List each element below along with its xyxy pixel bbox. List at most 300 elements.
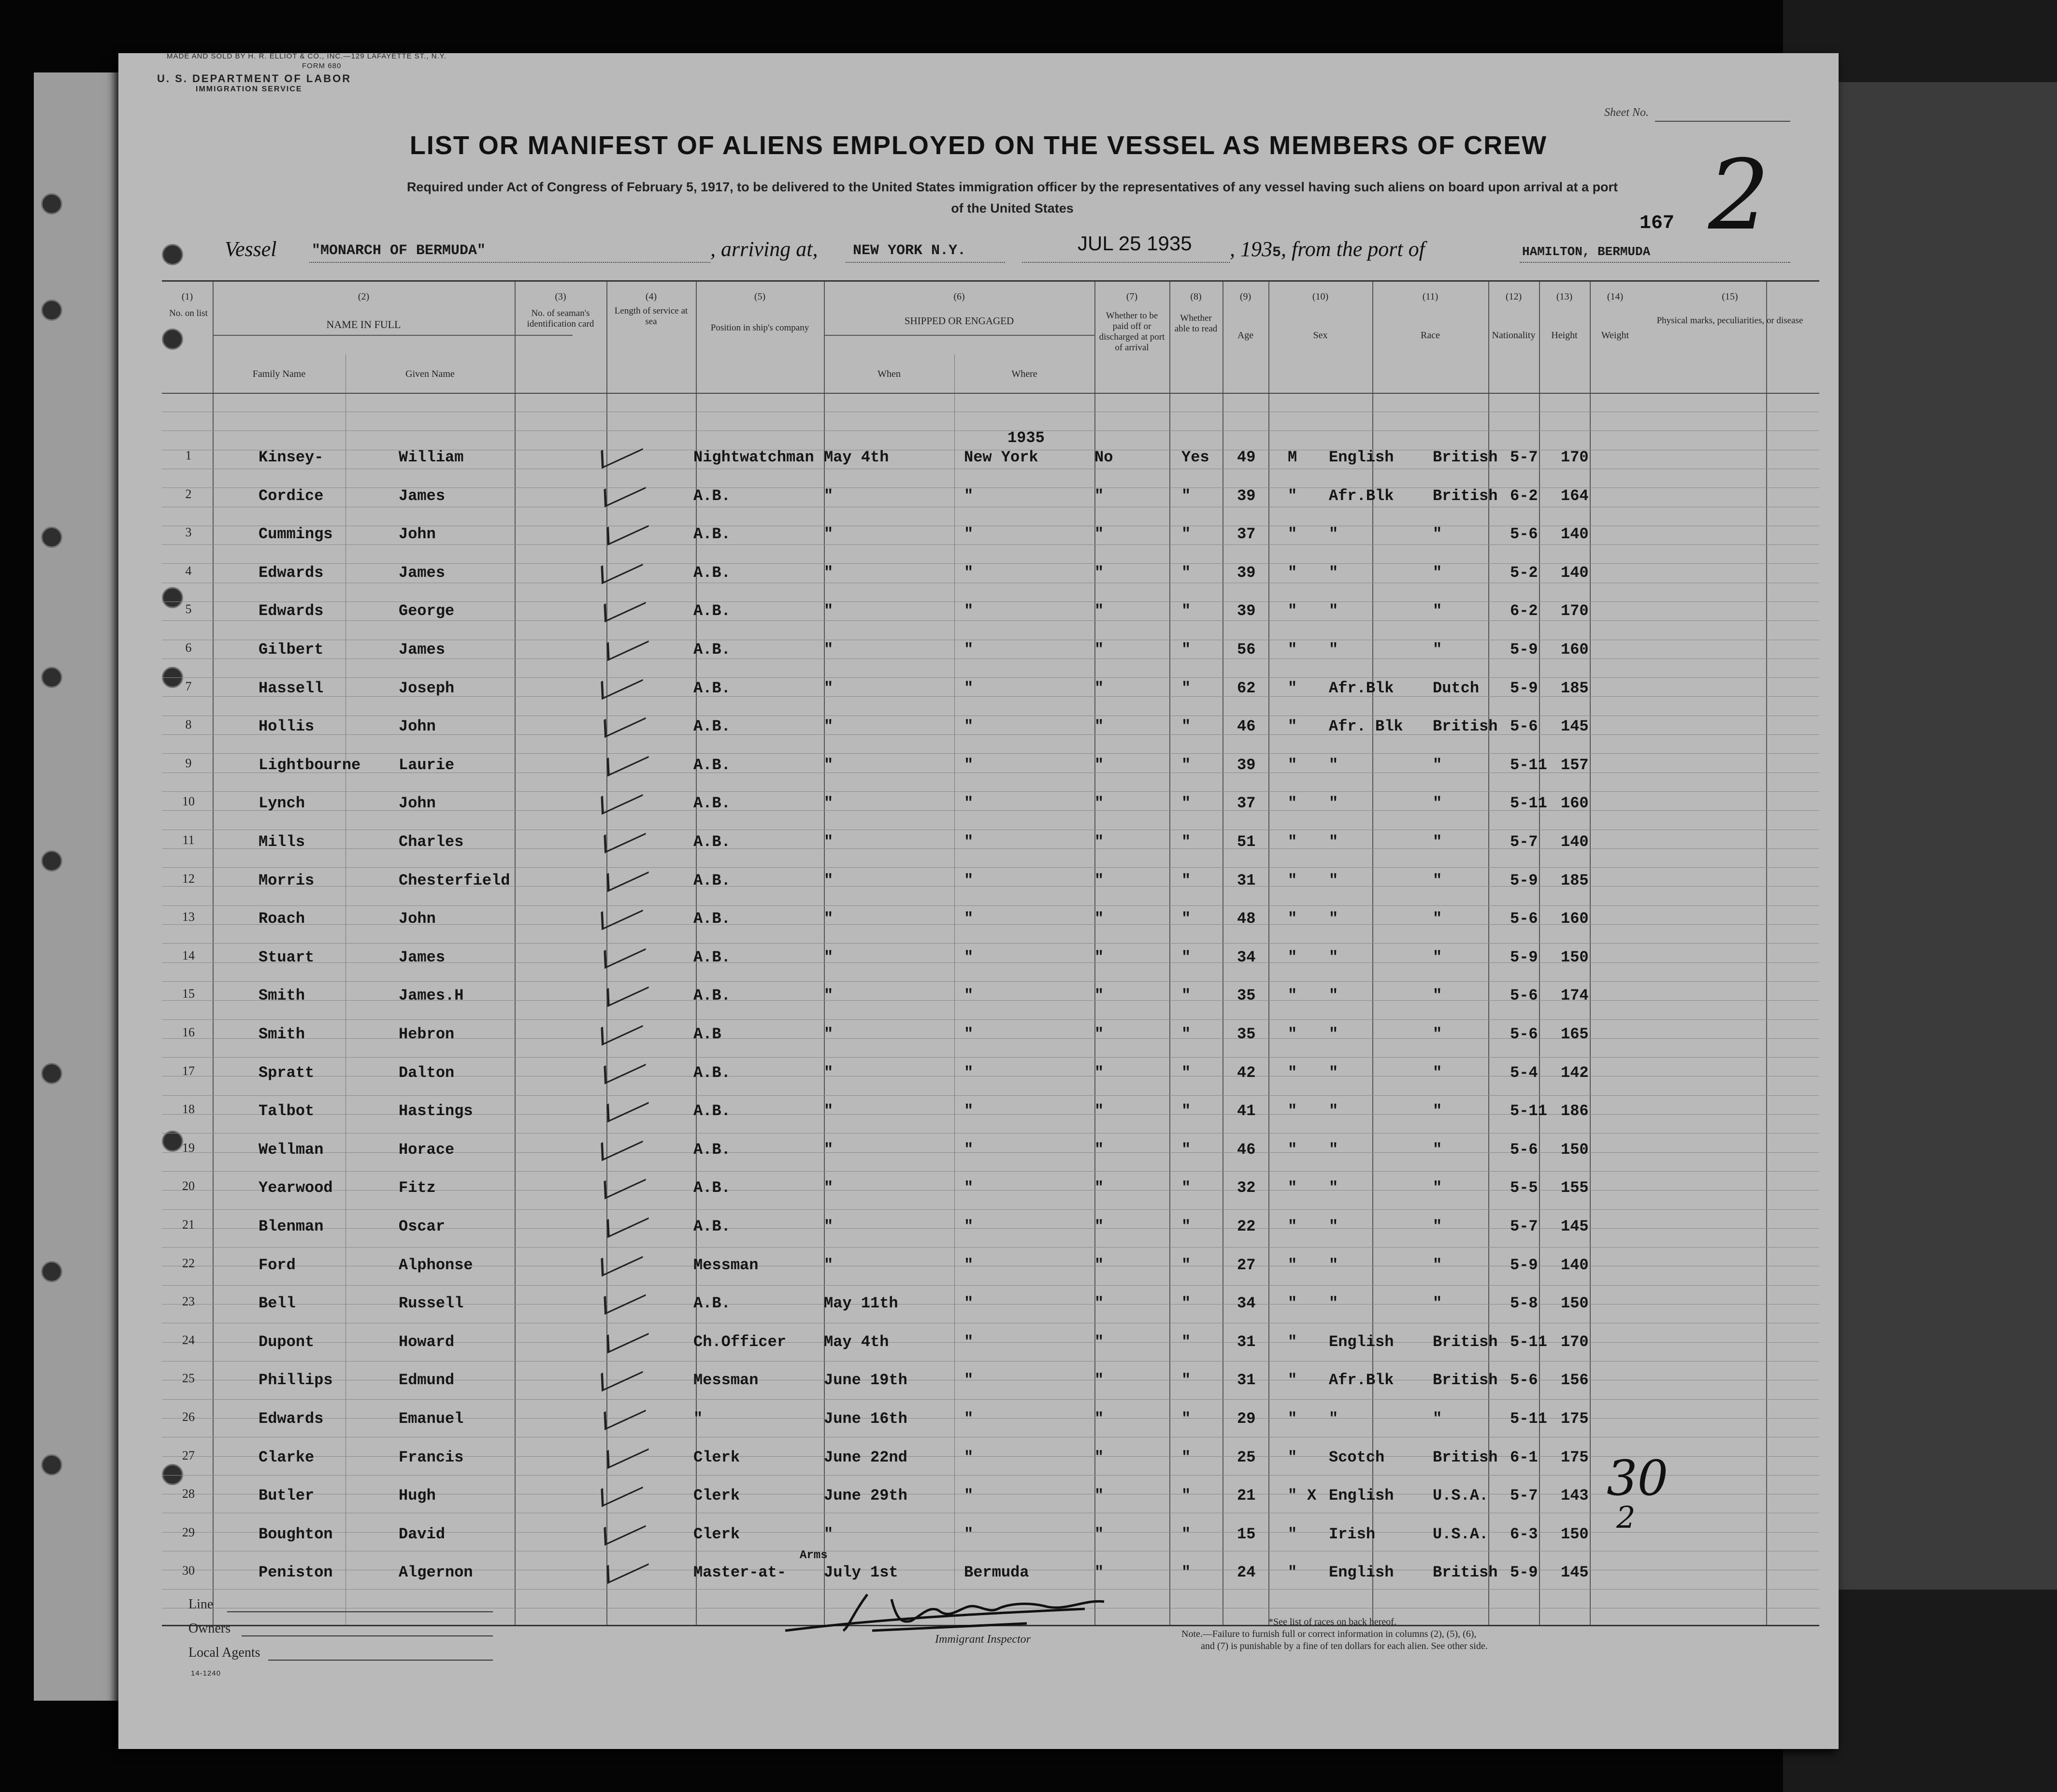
row-divider <box>162 620 1819 621</box>
shipped-subheader-line <box>824 335 1094 336</box>
cell-pos: Ch.Officer <box>693 1333 787 1351</box>
cell-pos: A.B. <box>693 833 731 851</box>
cell-age: 34 <box>1237 948 1256 966</box>
row-divider <box>162 867 1819 868</box>
cell-nat: " <box>1433 525 1442 544</box>
cell-age: 25 <box>1237 1448 1256 1466</box>
cell-race: Afr.Blk <box>1329 679 1394 697</box>
cell-pos: A.B. <box>693 987 731 1005</box>
cell-given: Howard <box>399 1333 455 1351</box>
cell-weight: 150 <box>1561 1525 1589 1543</box>
cell-paid: " <box>1094 1448 1104 1466</box>
cell-sex: " <box>1288 1525 1297 1543</box>
cell-paid: " <box>1094 1140 1104 1159</box>
service-name: IMMIGRATION SERVICE <box>196 85 302 93</box>
cell-read: " <box>1181 1025 1191 1043</box>
cell-when: " <box>824 679 834 697</box>
row-number: 10 <box>182 794 195 809</box>
row-divider <box>162 1285 1819 1286</box>
cell-read: " <box>1181 1525 1191 1543</box>
owners-field <box>242 1635 493 1636</box>
cell-pos: A.B. <box>693 641 731 659</box>
cell-height: 5-6 <box>1510 1025 1538 1043</box>
manifest-sheet <box>118 53 1839 1749</box>
cell-where: Bermuda <box>964 1563 1029 1582</box>
cell-nat: British <box>1433 1333 1498 1351</box>
from-label: , from the port of <box>1281 237 1425 261</box>
cell-paid: " <box>1094 794 1104 813</box>
cell-race: " <box>1329 563 1338 582</box>
check-mark <box>604 586 646 623</box>
cell-when: June 16th <box>824 1410 907 1428</box>
cell-pos: A.B <box>693 1025 721 1043</box>
row-divider <box>162 981 1819 982</box>
cell-race: " <box>1329 756 1338 774</box>
cell-race: " <box>1329 1218 1338 1235</box>
cell-weight: 170 <box>1561 1333 1589 1351</box>
cell-read: " <box>1181 563 1191 582</box>
row-number: 1 <box>185 448 192 462</box>
name-subheader-line <box>213 335 573 336</box>
cell-where: " <box>964 563 974 582</box>
cell-nat: " <box>1433 1410 1442 1428</box>
cell-height: 5-7 <box>1510 448 1538 466</box>
cell-nat: U.S.A. <box>1433 1525 1489 1543</box>
cell-height: 6-2 <box>1510 487 1538 505</box>
cell-sex: " <box>1288 948 1297 966</box>
arrival-date-line <box>1022 262 1230 263</box>
cell-age: 37 <box>1237 794 1256 813</box>
cell-given: John <box>399 717 436 736</box>
cell-when: " <box>824 525 834 544</box>
page-title: LIST OR MANIFEST OF ALIENS EMPLOYED ON THE VESSEL AS MEMBERS OF CREW <box>409 131 1548 160</box>
cell-sex: " <box>1288 563 1297 582</box>
cell-read: " <box>1181 1448 1191 1466</box>
check-mark <box>604 470 646 507</box>
cell-family: Gilbert <box>259 641 324 659</box>
column-header-able-read: Whether able to read <box>1174 313 1218 334</box>
cell-where: " <box>964 1525 974 1543</box>
cell-age: 48 <box>1237 910 1256 928</box>
cell-family: Roach <box>259 910 305 928</box>
cell-race: " <box>1329 910 1338 928</box>
cell-weight: 143 <box>1561 1487 1589 1505</box>
cell-pos: A.B. <box>693 1218 731 1235</box>
cell-when: " <box>824 1179 834 1197</box>
cell-weight: 174 <box>1561 987 1589 1005</box>
check-mark <box>604 932 646 969</box>
row-divider <box>162 1171 1819 1172</box>
cell-paid: " <box>1094 871 1104 889</box>
note-line-2: and (7) is punishable by a fine of ten dollars for each alien. See other side. <box>1201 1641 1488 1651</box>
row-divider <box>162 430 1819 431</box>
cell-given: William <box>399 448 464 466</box>
cell-pos: Messman <box>693 1371 759 1390</box>
year-prefix: , 193 <box>1230 237 1272 261</box>
check-mark <box>604 1278 646 1315</box>
cell-when: " <box>824 794 834 813</box>
cell-pos: Messman <box>693 1256 759 1274</box>
cell-weight: 156 <box>1561 1371 1589 1390</box>
cell-when: May 4th <box>824 1333 889 1351</box>
punch-hole <box>41 850 62 872</box>
cell-nat: British <box>1433 448 1498 466</box>
cell-paid: " <box>1094 563 1104 582</box>
cell-when: June 29th <box>824 1487 907 1505</box>
cell-when: " <box>824 1256 834 1274</box>
cell-given: Horace <box>399 1140 455 1159</box>
cell-sex: " <box>1288 833 1297 851</box>
cell-where: " <box>964 871 974 889</box>
cell-height: 5-6 <box>1510 910 1538 928</box>
punch-hole <box>41 300 62 321</box>
cell-when: " <box>824 948 834 966</box>
cell-age: 15 <box>1237 1525 1256 1543</box>
cell-where: " <box>964 910 974 928</box>
row-divider <box>162 1057 1819 1058</box>
arriving-port-line <box>846 262 1005 263</box>
cell-nat: " <box>1433 1218 1442 1235</box>
cell-family: Kinsey- <box>259 448 324 466</box>
cell-height: 5-11 <box>1510 794 1547 813</box>
cell-read: " <box>1181 1294 1191 1313</box>
footer-notes <box>1181 1616 1488 1652</box>
cell-when: June 22nd <box>824 1448 907 1466</box>
cell-race: Scotch <box>1329 1448 1385 1466</box>
row-number: 18 <box>182 1102 195 1117</box>
punch-hole <box>41 1063 62 1084</box>
cell-age: 31 <box>1237 1371 1256 1390</box>
printer-line: MADE AND SOLD BY H. R. ELLIOT & CO., INC.—129 LAFAYETTE ST., N.Y. <box>167 52 447 60</box>
cell-read: Yes <box>1181 448 1209 466</box>
cell-paid: " <box>1094 1487 1104 1505</box>
cell-sex: " <box>1288 756 1297 774</box>
cell-paid: " <box>1094 910 1104 928</box>
cell-where: " <box>964 1140 974 1159</box>
cell-race: Afr. Blk <box>1329 717 1403 736</box>
cell-race: " <box>1329 1063 1338 1082</box>
cell-when: " <box>824 717 834 736</box>
cell-pos: A.B. <box>693 1102 731 1120</box>
row-divider <box>162 1019 1819 1020</box>
cell-family: Lynch <box>259 794 305 813</box>
punch-hole <box>41 527 62 548</box>
cell-paid: " <box>1094 525 1104 544</box>
sheet-no-label: Sheet No. <box>1604 106 1649 119</box>
check-mark <box>606 1201 648 1238</box>
cell-pos: A.B. <box>693 525 731 544</box>
cell-read: " <box>1181 1218 1191 1235</box>
cell-height: 5-11 <box>1510 1102 1547 1120</box>
cell-height: 5-6 <box>1510 987 1538 1005</box>
cell-paid: " <box>1094 602 1104 620</box>
cell-race: " <box>1329 1025 1338 1043</box>
cell-pos: A.B. <box>693 871 731 889</box>
cell-paid: " <box>1094 1102 1104 1120</box>
cell-sex: " <box>1288 717 1297 736</box>
cell-given: Dalton <box>399 1063 455 1082</box>
cell-nat: British <box>1433 1371 1498 1390</box>
cell-where: " <box>964 756 974 774</box>
cell-when: " <box>824 910 834 928</box>
cell-age: 22 <box>1237 1218 1256 1235</box>
cell-pos: " <box>693 1410 703 1428</box>
cell-where: " <box>964 602 974 620</box>
vessel-name-line <box>309 262 710 263</box>
cell-given: Laurie <box>399 756 455 774</box>
cell-height: 5-9 <box>1510 679 1538 697</box>
cell-nat: " <box>1433 756 1442 774</box>
cell-age: 32 <box>1237 1179 1256 1197</box>
cell-sex: " <box>1288 1487 1297 1505</box>
cell-age: 46 <box>1237 1140 1256 1159</box>
cell-when: " <box>824 1140 834 1159</box>
local-agents-label: Local Agents <box>188 1645 260 1660</box>
column-number: (1) <box>181 291 193 302</box>
column-header-family-name: Family Name <box>252 369 306 379</box>
row-number: 12 <box>182 871 195 886</box>
cell-read: " <box>1181 1487 1191 1505</box>
vessel-label: Vessel <box>225 237 277 261</box>
vessel-name: "MONARCH OF BERMUDA" <box>312 243 486 259</box>
cell-family: Boughton <box>259 1525 333 1543</box>
row-number: 14 <box>182 948 195 962</box>
cell-given: John <box>399 910 436 928</box>
line-field <box>227 1611 493 1612</box>
column-header-weight: Weight <box>1601 330 1629 341</box>
cell-age: 49 <box>1237 448 1256 466</box>
year-field <box>1230 237 1425 271</box>
check-mark <box>606 1547 648 1584</box>
cell-paid: " <box>1094 641 1104 659</box>
cell-nat: " <box>1433 563 1442 582</box>
cell-pos: A.B. <box>693 679 731 697</box>
cell-age: 39 <box>1237 602 1256 620</box>
inspector-signature <box>737 1585 1230 1638</box>
cell-family: Blenman <box>259 1218 324 1235</box>
cell-when: " <box>824 602 834 620</box>
cell-nat: " <box>1433 833 1442 851</box>
cell-where: " <box>964 1333 974 1351</box>
cell-where: " <box>964 717 974 736</box>
cell-race: " <box>1329 871 1338 889</box>
cell-where: " <box>964 833 974 851</box>
column-number: (5) <box>754 291 766 302</box>
cell-pos: A.B. <box>693 1294 731 1313</box>
cell-pos: A.B. <box>693 717 731 736</box>
row-divider <box>162 1095 1819 1096</box>
row-divider <box>162 677 1819 678</box>
cell-given: John <box>399 794 436 813</box>
cell-given: Hastings <box>399 1102 473 1120</box>
cell-age: 51 <box>1237 833 1256 851</box>
cell-race: " <box>1329 1256 1338 1274</box>
cell-nat: " <box>1433 1256 1442 1274</box>
cell-where: " <box>964 1371 974 1390</box>
cell-nat: " <box>1433 602 1442 620</box>
cell-sex: " <box>1288 1102 1297 1120</box>
cell-family: Talbot <box>259 1102 315 1120</box>
cell-read: " <box>1181 1333 1191 1351</box>
column-header-height: Height <box>1551 330 1578 341</box>
cell-height: 5-7 <box>1510 1487 1538 1505</box>
cell-paid: " <box>1094 1256 1104 1274</box>
column-header-length-service: Length of service at sea <box>614 306 688 327</box>
column-divider <box>1372 282 1373 1625</box>
cell-weight: 170 <box>1561 602 1589 620</box>
cell-weight: 150 <box>1561 948 1589 966</box>
column-header-nationality: Nationality <box>1492 330 1536 341</box>
cell-paid: " <box>1094 833 1104 851</box>
cell-family: Bell <box>259 1294 296 1313</box>
cell-family: Yearwood <box>259 1179 333 1197</box>
column-number: (2) <box>358 291 370 302</box>
cell-sex: " <box>1288 987 1297 1005</box>
cell-age: 31 <box>1237 871 1256 889</box>
cell-sex: " <box>1288 679 1297 697</box>
cell-pos: A.B. <box>693 910 731 928</box>
cell-family: Hollis <box>259 717 315 736</box>
cell-paid: " <box>1094 717 1104 736</box>
cell-race: " <box>1329 1140 1338 1159</box>
row-divider <box>162 943 1819 944</box>
row-number: 15 <box>182 987 195 1001</box>
check-mark <box>606 740 648 777</box>
cell-height: 5-6 <box>1510 717 1538 736</box>
cell-given: Emanuel <box>399 1410 464 1428</box>
row-number: 13 <box>182 910 195 924</box>
row-number: 26 <box>182 1410 195 1424</box>
cell-read: " <box>1181 1140 1191 1159</box>
cell-paid: " <box>1094 948 1104 966</box>
column-divider <box>1766 282 1767 1625</box>
year-suffix: 5 <box>1272 244 1281 261</box>
row-number: 2 <box>185 487 192 501</box>
cell-sex: " <box>1288 1371 1297 1390</box>
cell-given: Charles <box>399 833 464 851</box>
row-number: 19 <box>182 1140 195 1155</box>
cell-height: 5-6 <box>1510 1371 1538 1390</box>
cell-when: " <box>824 487 834 505</box>
cell-nat: " <box>1433 910 1442 928</box>
cell-read: " <box>1181 987 1191 1005</box>
cell-paid: " <box>1094 1563 1104 1582</box>
cell-given: James <box>399 948 446 966</box>
cell-race: " <box>1329 794 1338 813</box>
row-number: 5 <box>185 602 192 616</box>
cell-given: Fitz <box>399 1179 436 1197</box>
cell-family: Lightbourne <box>259 756 361 774</box>
year-heading: 1935 <box>1007 429 1045 447</box>
cell-weight: 186 <box>1561 1102 1589 1120</box>
check-mark <box>606 1317 648 1354</box>
cell-weight: 165 <box>1561 1025 1589 1043</box>
cell-family: Cordice <box>259 487 324 505</box>
row-number: 25 <box>182 1371 195 1386</box>
cell-height: 5-6 <box>1510 525 1538 544</box>
cell-given: James.H <box>399 987 464 1005</box>
cell-race: " <box>1329 987 1338 1005</box>
cell-given: Oscar <box>399 1218 446 1235</box>
cell-sex: M <box>1288 448 1297 466</box>
cell-sex: " <box>1288 641 1297 659</box>
column-divider <box>1268 282 1269 1625</box>
cell-family: Hassell <box>259 679 324 697</box>
cell-when: " <box>824 1025 834 1043</box>
column-number: (15) <box>1722 291 1738 302</box>
column-header-race: Race <box>1421 330 1440 341</box>
cell-given: Russell <box>399 1294 464 1313</box>
cell-age: 21 <box>1237 1487 1256 1505</box>
cell-read: " <box>1181 1563 1191 1582</box>
cell-when: May 4th <box>824 448 889 466</box>
cell-nat: " <box>1433 641 1442 659</box>
cell-family: Butler <box>259 1487 315 1505</box>
column-number: (12) <box>1505 291 1522 302</box>
row-number: 28 <box>182 1487 195 1501</box>
row-divider <box>162 1361 1819 1362</box>
column-header-sex: Sex <box>1313 330 1328 341</box>
cell-given: Chesterfield <box>399 871 510 889</box>
column-header-position: Position in ship's company <box>710 323 809 333</box>
cell-age: 46 <box>1237 717 1256 736</box>
row-number: 3 <box>185 525 192 540</box>
cell-age: 41 <box>1237 1102 1256 1120</box>
cell-paid: " <box>1094 987 1104 1005</box>
cell-pos: A.B. <box>693 487 731 505</box>
arriving-port: NEW YORK N.Y. <box>853 243 966 259</box>
cell-height: 5-9 <box>1510 948 1538 966</box>
cell-sex: " <box>1288 1563 1297 1582</box>
cell-height: 5-9 <box>1510 1563 1538 1582</box>
cell-height: 5-2 <box>1510 563 1538 582</box>
cell-pos: Clerk <box>693 1487 740 1505</box>
cell-race: English <box>1329 448 1394 466</box>
cell-paid: " <box>1094 487 1104 505</box>
cell-pos: A.B. <box>693 756 731 774</box>
column-number: (3) <box>555 291 566 302</box>
row-divider <box>162 1209 1819 1210</box>
row-number: 20 <box>182 1179 195 1193</box>
cell-sex-mark: X <box>1307 1487 1317 1505</box>
cell-where: " <box>964 1410 974 1428</box>
cell-read: " <box>1181 525 1191 544</box>
column-number: (11) <box>1422 291 1438 302</box>
cell-race: Afr.Blk <box>1329 487 1394 505</box>
cell-sex: " <box>1288 794 1297 813</box>
cell-nat: Dutch <box>1433 679 1480 697</box>
cell-race: English <box>1329 1563 1394 1582</box>
cell-pos: A.B. <box>693 794 731 813</box>
column-header-shipped: SHIPPED OR ENGAGED <box>904 315 1014 327</box>
cell-family: Clarke <box>259 1448 315 1466</box>
cell-pos: A.B. <box>693 602 731 620</box>
cell-age: 39 <box>1237 756 1256 774</box>
cell-weight: 155 <box>1561 1179 1589 1197</box>
cell-height: 5-4 <box>1510 1063 1538 1082</box>
note-races: *See list of races on back hereof. <box>1268 1617 1396 1627</box>
cell-where: " <box>964 1487 974 1505</box>
column-divider <box>213 282 214 1625</box>
cell-when: " <box>824 1063 834 1082</box>
cell-sex: " <box>1288 1025 1297 1043</box>
cell-family: Edwards <box>259 602 324 620</box>
cell-age: 31 <box>1237 1333 1256 1351</box>
cell-when: July 1st <box>824 1563 898 1582</box>
cell-sex: " <box>1288 1333 1297 1351</box>
column-number: (14) <box>1607 291 1624 302</box>
cell-read: " <box>1181 679 1191 697</box>
